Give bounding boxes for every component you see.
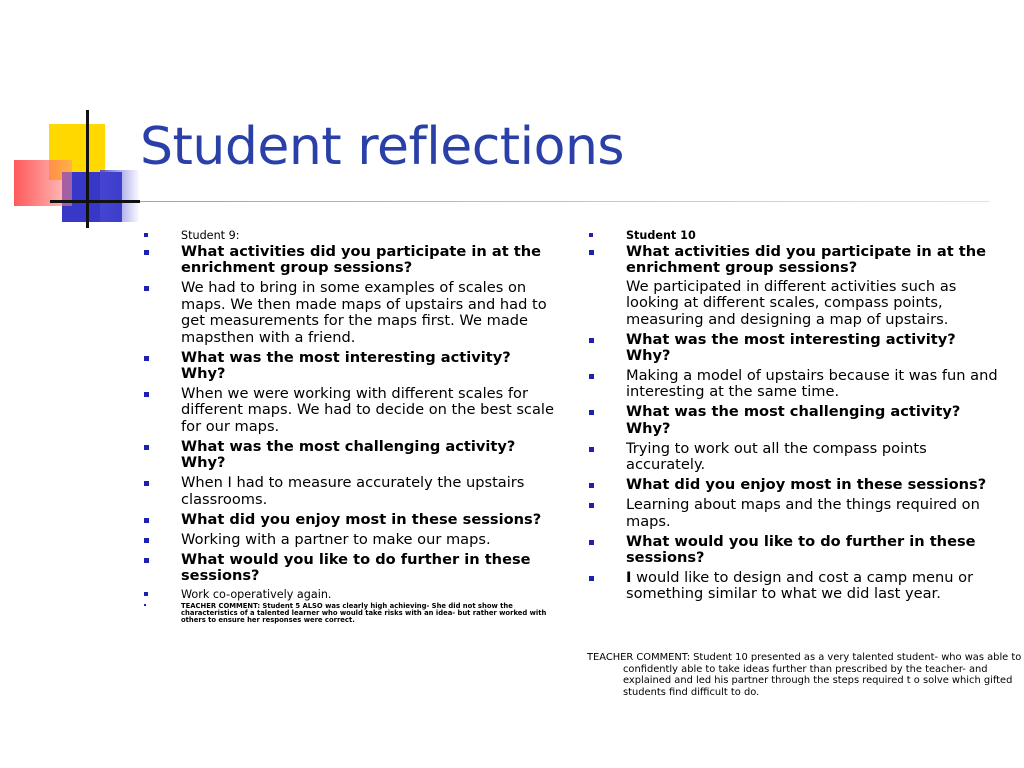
list-item [142,244,554,277]
list-item [587,497,999,530]
list-item [142,532,554,548]
bullet-icon [589,447,594,452]
decorative-logo [0,0,150,240]
bullet-icon [589,483,594,488]
bullet-icon [589,233,593,237]
list-item [142,280,554,346]
student-10-list [587,229,999,603]
logo-horizontal-line [50,200,140,203]
student-9-column [142,229,554,625]
answer-text: We participated in different activities such as looking at different scales, compass points, measuring and designing a map of upstairs. [626,277,957,328]
list-item [587,368,999,401]
bullet-icon [144,445,149,450]
student-9-list [142,229,554,625]
list-item [587,534,999,567]
answer-text: Trying to work out all the compass points accurately. [626,439,927,474]
bullet-icon [144,481,149,486]
question-text: What did you enjoy most in these sessions? [626,476,987,494]
bullet-icon [144,233,148,237]
list-item [587,332,999,365]
list-item [587,570,999,603]
bullet-icon [589,503,594,508]
answer-text: When we were working with different scales for different maps. We had to decide on the best scale for our maps. [181,385,554,435]
list-item [142,229,554,242]
student-9-heading: Student 9: [181,229,240,242]
list-item [587,244,999,277]
question-text: What was the most interesting activity? Why? [181,348,511,383]
list-item [587,229,999,242]
list-item [142,350,554,383]
logo-vertical-line [86,110,89,228]
question-text: What was the most challenging activity? Why? [181,437,516,472]
bullet-icon [144,286,149,291]
bullet-icon [589,540,594,545]
answer-text: We had to bring in some examples of scales on maps. We then made maps of upstairs and had to get measurements for the maps first. We made mapsthen with a friend. [181,279,547,346]
title-divider [140,201,990,202]
answer-text: would like to design and cost a camp menu or something similar to what we did last year. [626,569,974,603]
teacher-comment: TEACHER COMMENT: Student 5 ALSO was clearly high achieving- She did not show the characteristics of a talented learner who would take risks with an idea- but rather worked with others to ensure her responses were correct. [181,602,547,625]
bullet-icon [589,338,594,343]
answer-text: Working with a partner to make our maps. [181,530,491,548]
list-item [142,475,554,508]
bullet-icon [589,576,594,581]
list-item [587,441,999,474]
bullet-icon [144,356,149,361]
list-item [142,552,554,585]
bullet-icon [144,604,146,606]
teacher-comment-student-10: TEACHER COMMENT: Student 10 presented as a very talented student- who was able to confidently able to take ideas further than prescribed by the teacher- and explained and led his partner through the steps required t o solve which gifted students find difficult to do. [587,652,1022,698]
answer-lead: I [626,569,632,587]
list-item [142,386,554,435]
bullet-icon [144,392,149,397]
question-text: What would you like to do further in these sessions? [626,532,976,567]
question-text: What was the most interesting activity? Why? [626,330,956,365]
list-item [587,279,999,328]
list-item [142,439,554,472]
question-text: What activities did you participate in at the enrichment group sessions? [626,243,987,277]
slide-title: Student reflections [140,117,624,177]
student-10-column [587,229,999,606]
question-text: What activities did you participate in at the enrichment group sessions? [181,243,542,277]
bullet-icon [589,374,594,379]
student-10-heading: Student 10 [626,229,696,242]
answer-text: Learning about maps and the things required on maps. [626,496,980,530]
question-text: What would you like to do further in these sessions? [181,550,531,585]
bullet-icon [589,410,594,415]
logo-blue-fade [100,170,140,222]
list-item [142,512,554,528]
bullet-icon [144,592,148,596]
list-item [142,603,554,625]
list-item [587,477,999,493]
list-item [142,588,554,601]
question-text: What did you enjoy most in these sessions? [181,510,542,528]
bullet-icon [144,558,149,563]
bullet-icon [144,518,149,523]
bullet-icon [144,538,149,543]
list-item [587,404,999,437]
bullet-icon [144,250,149,255]
answer-text: When I had to measure accurately the upstairs classrooms. [181,474,525,508]
bullet-icon [589,250,594,255]
answer-text: Making a model of upstairs because it was fun and interesting at the same time. [626,367,998,401]
question-text: What was the most challenging activity? Why? [626,403,961,437]
answer-text: Work co-operatively again. [181,588,332,602]
